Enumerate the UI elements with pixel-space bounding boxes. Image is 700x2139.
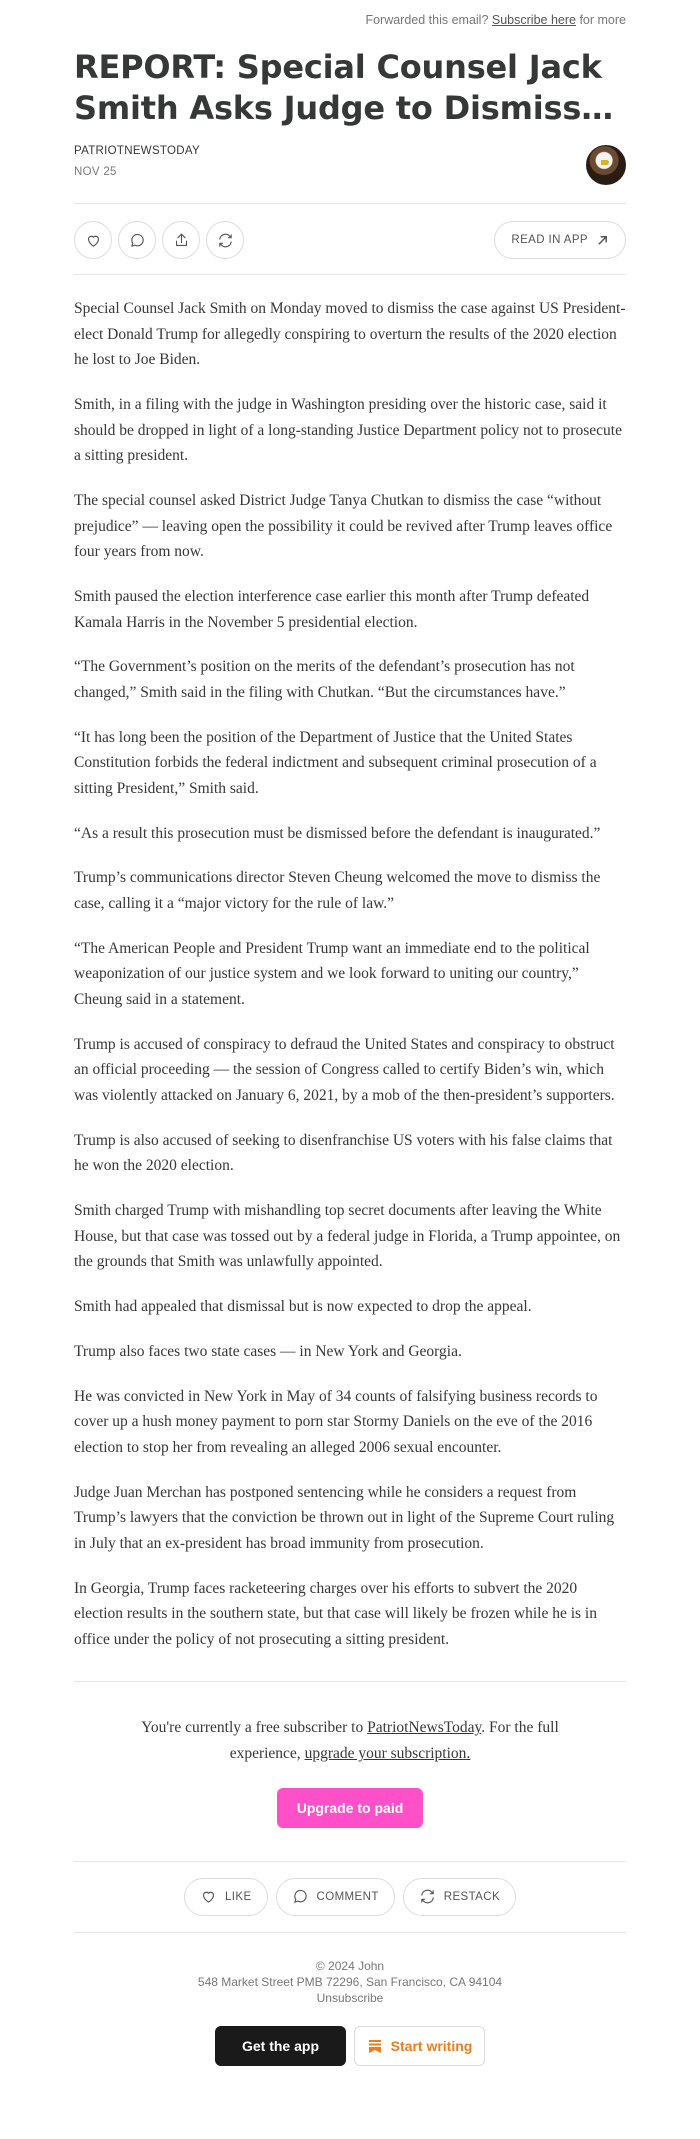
unsubscribe-link[interactable]: Unsubscribe <box>316 1990 384 2005</box>
restack-label: RESTACK <box>443 1890 501 1903</box>
share-button[interactable] <box>162 221 200 259</box>
eagle-icon <box>601 160 609 165</box>
upgrade-to-paid-button[interactable]: Upgrade to paid <box>277 1788 424 1828</box>
publication-name[interactable]: PATRIOTNEWSTODAY <box>74 145 200 157</box>
upgrade-link[interactable]: upgrade your subscription. <box>304 1744 471 1762</box>
subscribe-link[interactable]: Subscribe here <box>491 13 576 27</box>
like-button[interactable] <box>74 221 112 259</box>
article-paragraph: “It has long been the position of the Department of Justice that the United States Constitution forbids the federal indictment and subsequent criminal prosecution of a sitting President,” Smith said. <box>74 728 597 797</box>
article-body <box>74 296 626 1652</box>
article-paragraph: Special Counsel Jack Smith on Monday moved to dismiss the case against US President-elect Donald Trump for allegedly conspiring to overturn the results of the 2020 election he lost to Joe Biden. <box>74 300 626 369</box>
restack-pill-button[interactable] <box>403 1878 516 1916</box>
read-in-app-button[interactable] <box>494 221 626 259</box>
like-label: LIKE <box>224 1890 252 1903</box>
restack-icon <box>217 232 234 249</box>
byline <box>74 145 626 185</box>
subscription-prefix: You're currently a free subscriber to <box>141 1719 364 1737</box>
article-paragraph: Smith paused the election interference case earlier this month after Trump defeated Kamala Harris in the November 5 presidential election. <box>74 587 590 631</box>
comment-label: COMMENT <box>316 1890 379 1903</box>
footer <box>74 1958 626 2006</box>
footer-address: 548 Market Street PMB 72296, San Francisco, CA 94104 <box>197 1974 503 1989</box>
read-in-app-label: READ IN APP <box>511 234 588 246</box>
forwarded-suffix: for more <box>579 13 626 27</box>
app-buttons <box>74 2026 626 2066</box>
share-icon <box>173 232 190 249</box>
subscription-notice <box>74 1682 626 1766</box>
article-paragraph: Smith charged Trump with mishandling top secret documents after leaving the White House, but that case was tossed out by a federal judge in Florida, a Trump appointee, on the grounds that Smith was unlawfully appointed. <box>74 1202 621 1271</box>
publication-avatar[interactable] <box>586 145 626 185</box>
article-paragraph: Trump is accused of conspiracy to defraud the United States and conspiracy to obstruct an official proceeding — the session of Congress called to certify Biden’s win, which was violently attacked on January 6, 2021, by a mob of the then-president’s supporters. <box>74 1035 615 1104</box>
article-paragraph: “As a result this prosecution must be dismissed before the defendant is inaugurated.” <box>74 824 601 842</box>
start-writing-label: Start writing <box>390 2037 473 2054</box>
article-paragraph: Smith had appealed that dismissal but is now expected to drop the appeal. <box>74 1298 532 1316</box>
substack-logo-icon <box>367 2038 383 2054</box>
article-paragraph: Trump is also accused of seeking to disenfranchise US voters with his false claims that he won the 2020 election. <box>74 1131 613 1175</box>
comment-icon <box>292 1888 309 1905</box>
comment-pill-button[interactable] <box>276 1878 395 1916</box>
heart-icon <box>200 1888 217 1905</box>
article-paragraph: “The Government’s position on the merits of the defendant’s prosecution has not changed,” Smith said in the filing with Chutkan. “But the circumstances have.” <box>74 658 575 701</box>
forwarded-notice <box>74 0 626 31</box>
comment-icon <box>129 232 146 249</box>
like-pill-button[interactable] <box>184 1878 268 1916</box>
article-paragraph: Judge Juan Merchan has postponed sentencing while he considers a request from Trump’s lawyers that the conviction be thrown out in light of the Supreme Court ruling in July that an ex-president has broad immunity from prosecution. <box>74 1483 615 1552</box>
bottom-actions-bar <box>74 1861 626 1933</box>
restack-button[interactable] <box>206 221 244 259</box>
publication-link[interactable]: PatriotNewsToday <box>367 1719 482 1737</box>
article-paragraph: He was convicted in New York in May of 34 counts of falsifying business records to cover up a hush money payment to porn star Stormy Daniels on the eve of the 2016 election to stop her from revealing an alleged 2006 sexual encounter. <box>74 1387 598 1456</box>
forwarded-prefix: Forwarded this email? <box>365 13 489 27</box>
article-paragraph: Smith, in a filing with the judge in Washington presiding over the historic case, said it should be dropped in light of a long-standing Justice Department policy not to prosecute a sitting president. <box>74 395 622 465</box>
comment-button[interactable] <box>118 221 156 259</box>
heart-icon <box>85 232 102 249</box>
subscription-middle: . For the full experience, <box>229 1719 559 1762</box>
arrow-up-right-icon <box>596 234 609 247</box>
email-container <box>74 0 626 2066</box>
upgrade-wrap <box>74 1788 626 1828</box>
post-date: NOV 25 <box>74 166 117 178</box>
get-the-app-button[interactable]: Get the app <box>215 2026 346 2066</box>
post-actions-bar <box>74 203 626 275</box>
article-paragraph: Trump’s communications director Steven Cheung welcomed the move to dismiss the case, calling it a “major victory for the rule of law.” <box>74 869 601 912</box>
article-paragraph: The special counsel asked District Judge Tanya Chutkan to dismiss the case “without prejudice” — leaving open the possibility it could be revived after Trump leaves office four years from now. <box>74 491 613 561</box>
post-title[interactable]: REPORT: Special Counsel Jack Smith Asks Judge to Dismiss… <box>74 48 614 127</box>
restack-icon <box>419 1888 436 1905</box>
article-paragraph: In Georgia, Trump faces racketeering charges over his efforts to subvert the 2020 election results in the southern state, but that case will likely be frozen while he is in office under the policy of not prosecuting a sitting president. <box>74 1579 597 1648</box>
footer-copyright: © 2024 John <box>315 1958 385 1973</box>
article-paragraph: “The American People and President Trump want an immediate end to the political weaponization of our justice system and we look forward to uniting our country,” Cheung said in a statement. <box>74 939 590 1008</box>
article-paragraph: Trump also faces two state cases — in New York and Georgia. <box>74 1342 462 1360</box>
start-writing-button[interactable] <box>354 2026 485 2066</box>
